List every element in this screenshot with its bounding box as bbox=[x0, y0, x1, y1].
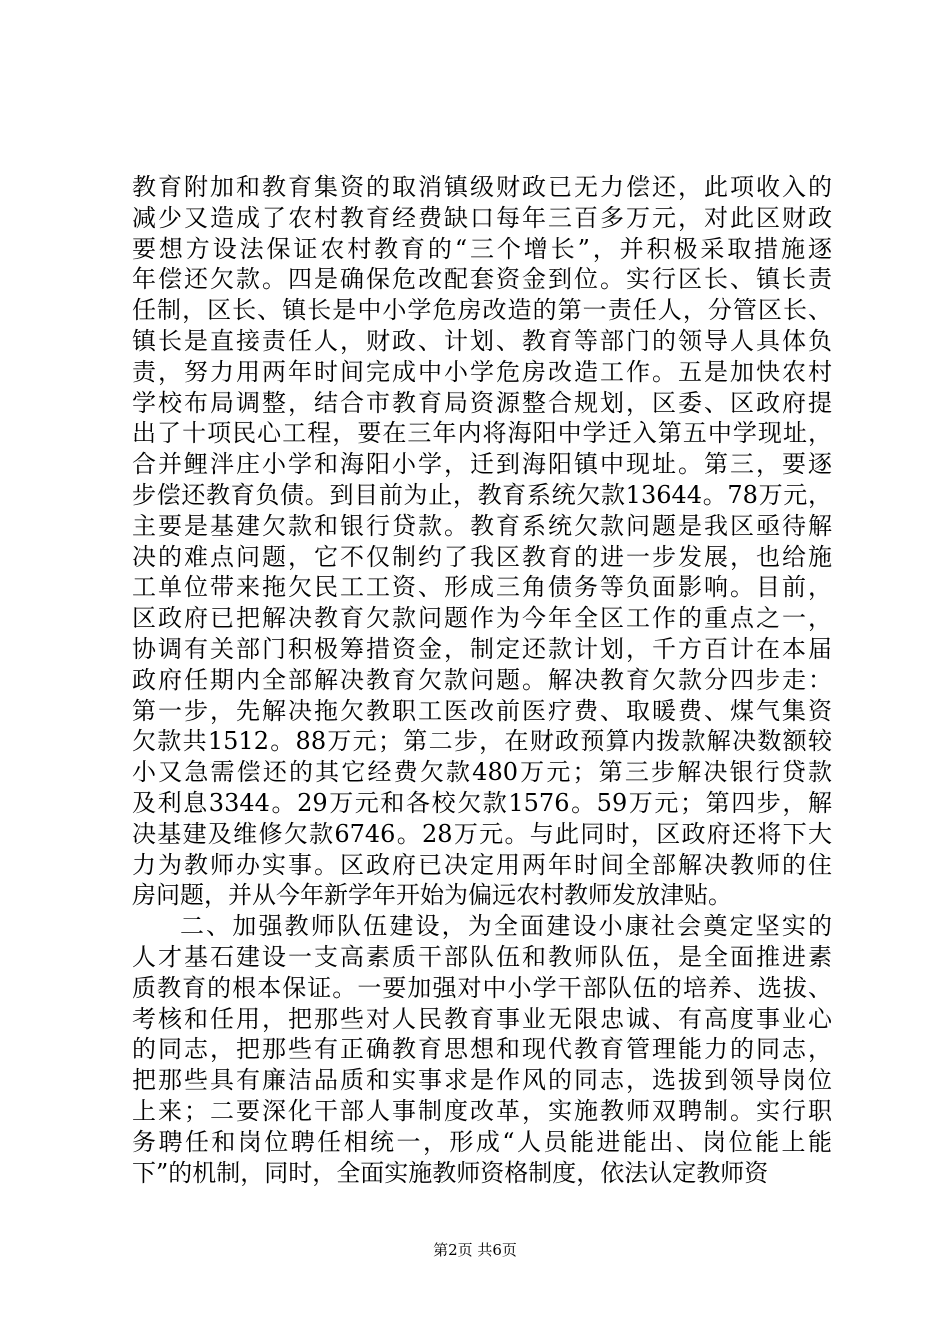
paragraph-line: 责，努力用两年时间完成中小学危房改造工作。五是加快农村 bbox=[132, 357, 832, 386]
paragraph-line: 质教育的根本保证。一要加强对中小学干部队伍的培养、选拔、 bbox=[132, 973, 832, 1002]
paragraph-line: 的同志，把那些有正确教育思想和现代教育管理能力的同志， bbox=[132, 1035, 832, 1064]
paragraph-line: 考核和任用，把那些对人民教育事业无限忠诚、有高度事业心 bbox=[132, 1004, 832, 1033]
paragraph-line: 减少又造成了农村教育经费缺口每年三百多万元，对此区财政 bbox=[132, 203, 832, 232]
paragraph-line: 区政府已把解决教育欠款问题作为今年全区工作的重点之一， bbox=[132, 604, 832, 633]
paragraph-line: 主要是基建欠款和银行贷款。教育系统欠款问题是我区亟待解 bbox=[132, 511, 832, 540]
paragraph-line: 学校布局调整，结合市教育局资源整合规划，区委、区政府提 bbox=[132, 388, 832, 417]
paragraph-line: 房问题，并从今年新学年开始为偏远农村教师发放津贴。 bbox=[132, 881, 732, 910]
paragraph-line: 协调有关部门积极筹措资金，制定还款计划，千方百计在本届 bbox=[132, 634, 832, 663]
paragraph-line: 务聘任和岗位聘任相统一，形成“人员能进能出、岗位能上能 bbox=[132, 1127, 832, 1156]
paragraph-line: 工单位带来拖欠民工工资、形成三角债务等负面影响。目前， bbox=[132, 573, 832, 602]
paragraph-line: 出了十项民心工程，要在三年内将海阳中学迁入第五中学现址， bbox=[132, 419, 832, 448]
paragraph-line: 要想方设法保证农村教育的“三个增长”，并积极采取措施逐 bbox=[132, 234, 832, 263]
document-body bbox=[132, 172, 832, 1188]
paragraph-line: 第一步，先解决拖欠教职工医改前医疗费、取暖费、煤气集资 bbox=[132, 696, 832, 725]
paragraph-line: 政府任期内全部解决教育欠款问题。解决教育欠款分四步走： bbox=[132, 665, 832, 694]
paragraph-line: 步偿还教育负债。到目前为止，教育系统欠款13644。78万元， bbox=[132, 480, 832, 509]
paragraph-line: 二、加强教师队伍建设，为全面建设小康社会奠定坚实的 bbox=[180, 912, 832, 941]
paragraph-line: 教育附加和教育集资的取消镇级财政已无力偿还，此项收入的 bbox=[132, 173, 832, 201]
paragraph-line: 小又急需偿还的其它经费欠款480万元；第三步解决银行贷款 bbox=[132, 758, 832, 787]
paragraph-line: 年偿还欠款。四是确保危改配套资金到位。实行区长、镇长责 bbox=[132, 265, 832, 294]
paragraph-line: 及利息3344。29万元和各校欠款1576。59万元；第四步，解 bbox=[132, 788, 832, 817]
paragraph-line: 决的难点问题，它不仅制约了我区教育的进一步发展，也给施 bbox=[132, 542, 832, 571]
paragraph-line: 上来；二要深化干部人事制度改革，实施教师双聘制。实行职 bbox=[132, 1096, 832, 1125]
paragraph-line: 欠款共1512。88万元；第二步，在财政预算内拨款解决数额较 bbox=[132, 727, 832, 756]
paragraph-line: 下”的机制，同时，全面实施教师资格制度，依法认定教师资 bbox=[132, 1158, 769, 1187]
paragraph-line: 镇长是直接责任人，财政、计划、教育等部门的领导人具体负 bbox=[132, 326, 832, 355]
paragraph-line: 把那些具有廉洁品质和实事求是作风的同志，选拔到领导岗位 bbox=[132, 1066, 832, 1095]
page-footer: 第2页 共6页 bbox=[433, 1241, 517, 1259]
paragraph-line: 决基建及维修欠款6746。28万元。与此同时，区政府还将下大 bbox=[132, 819, 832, 848]
paragraph-line: 力为教师办实事。区政府已决定用两年时间全部解决教师的住 bbox=[132, 850, 832, 879]
paragraph-line: 任制，区长、镇长是中小学危房改造的第一责任人，分管区长、 bbox=[132, 296, 832, 325]
paragraph-line: 人才基石建设一支高素质干部队伍和教师队伍，是全面推进素 bbox=[132, 942, 832, 971]
paragraph-line: 合并鲤泮庄小学和海阳小学，迁到海阳镇中现址。第三，要逐 bbox=[132, 450, 832, 479]
